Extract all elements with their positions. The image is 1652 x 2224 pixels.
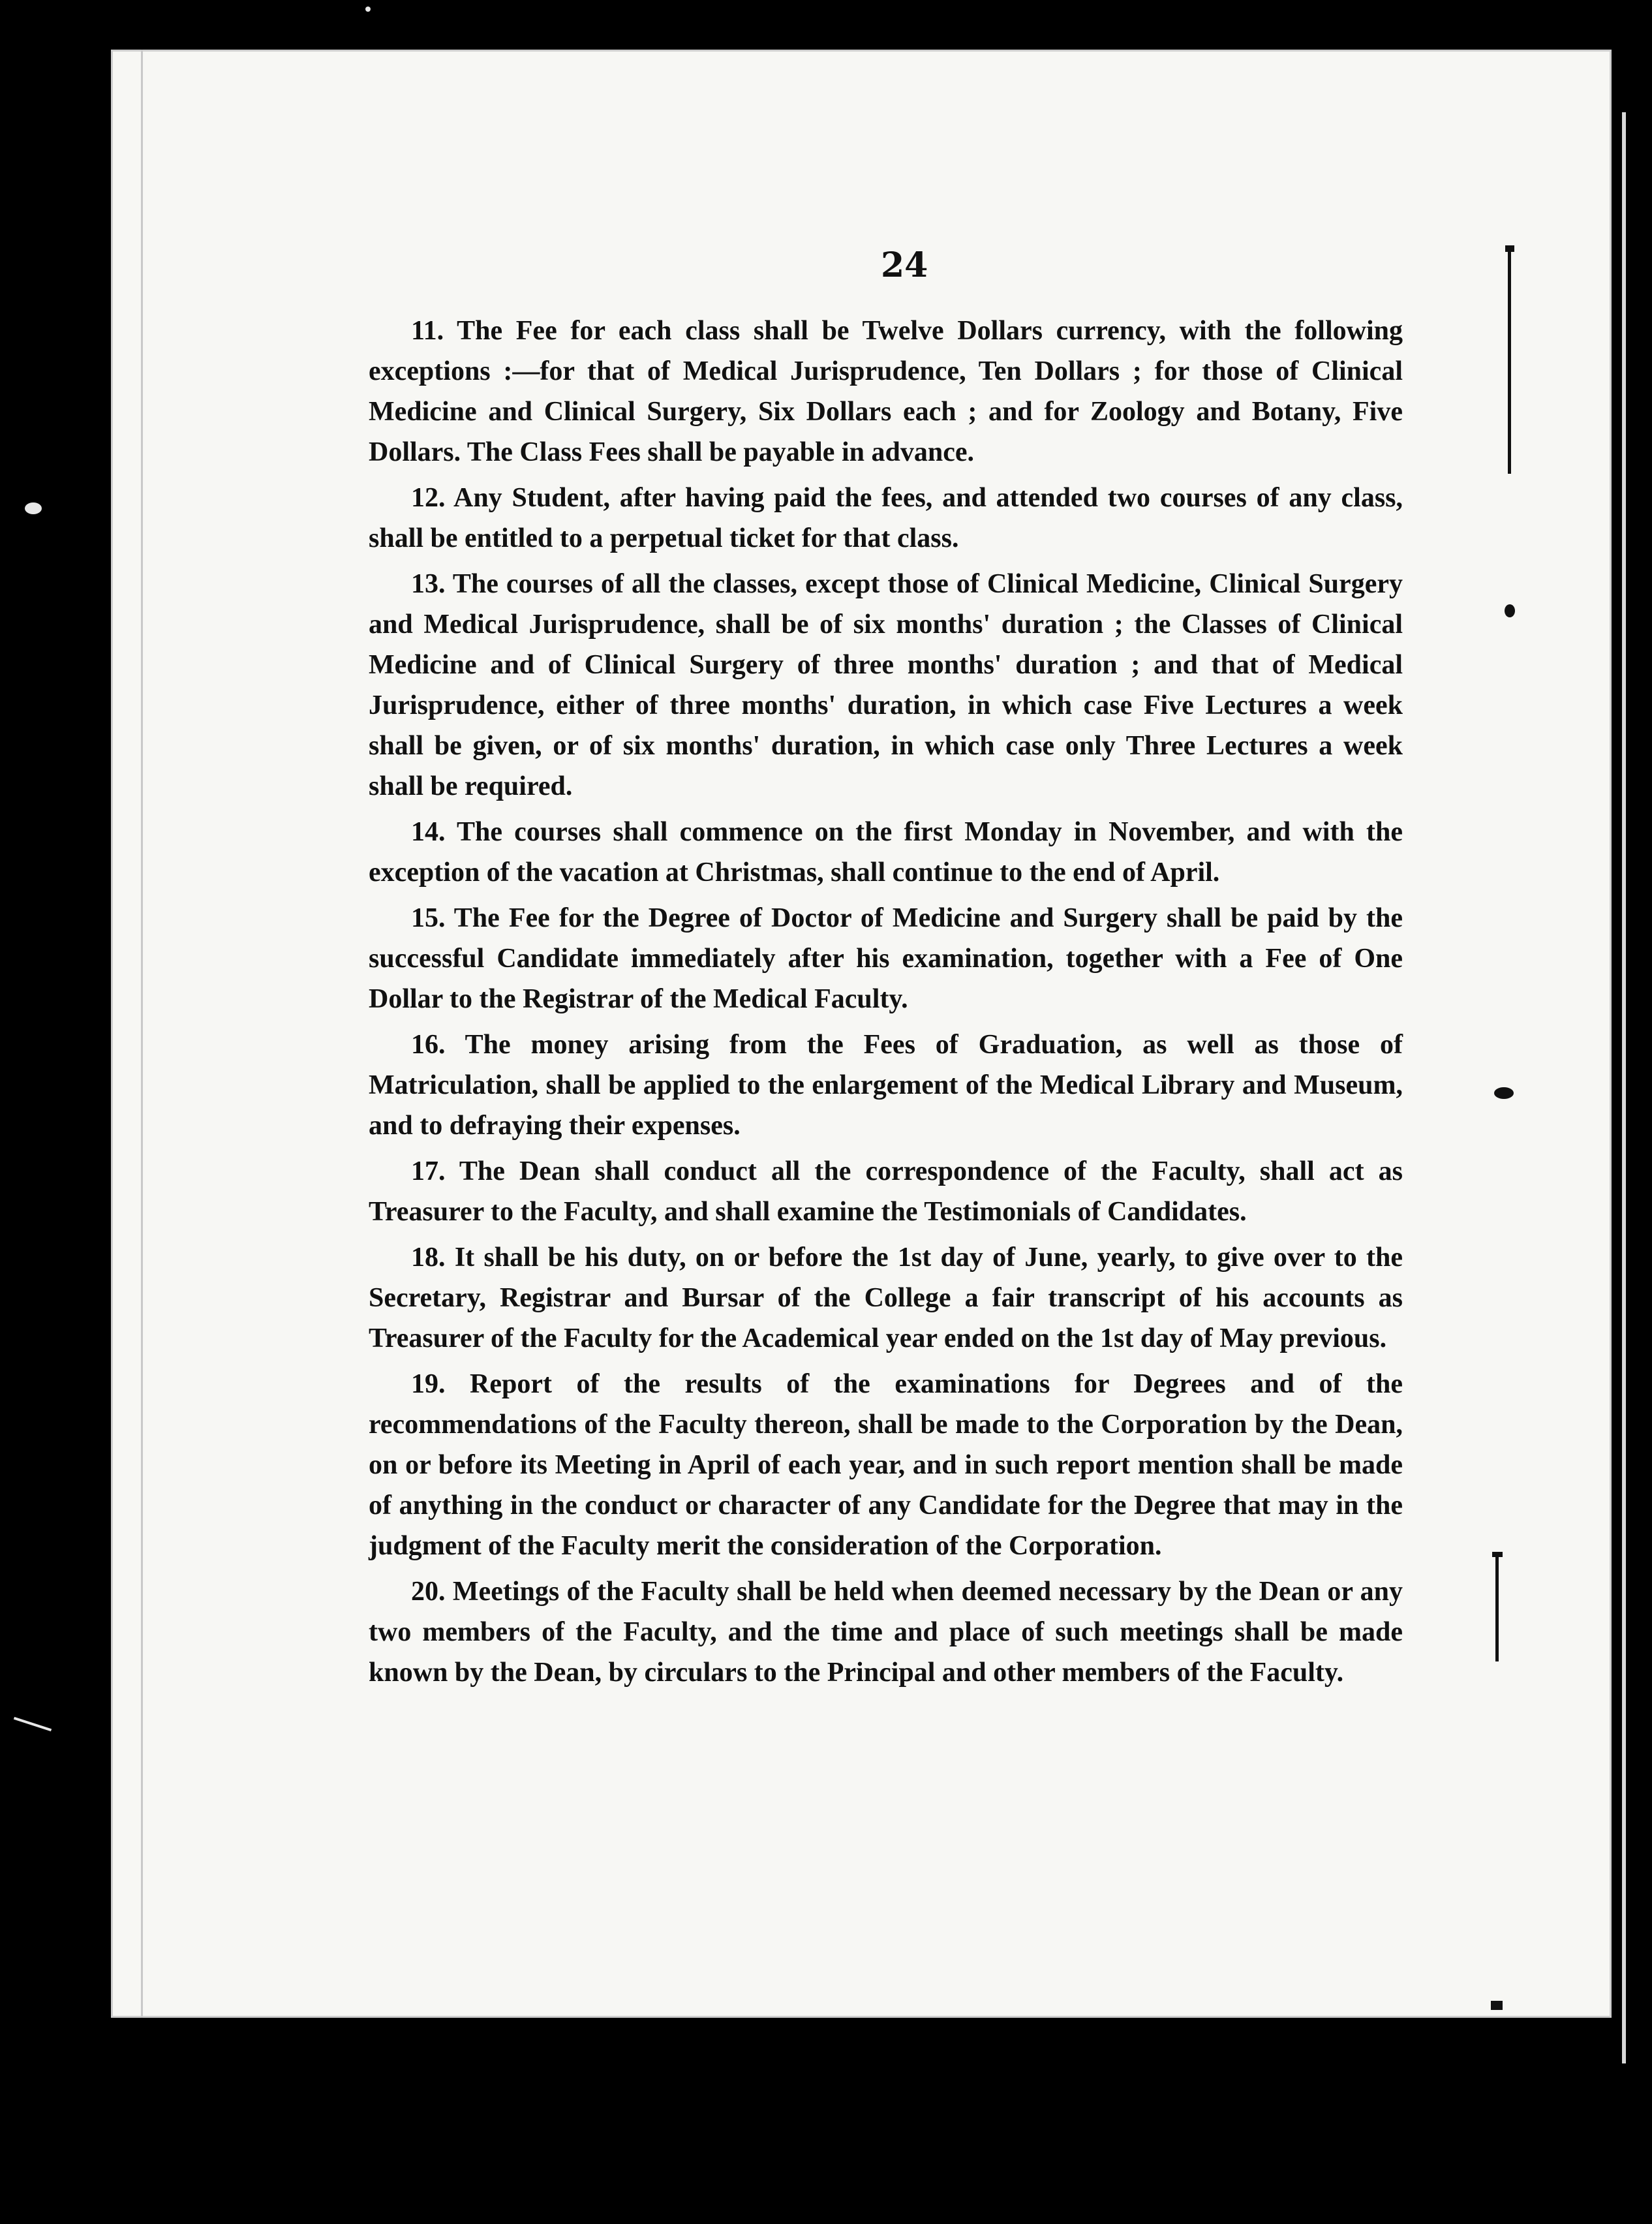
paragraph-number: 16. bbox=[411, 1030, 446, 1060]
paragraph-11 bbox=[369, 311, 1403, 472]
scan-speck bbox=[25, 502, 42, 514]
paragraph-number: 11. bbox=[411, 316, 444, 346]
paragraph-14 bbox=[369, 812, 1403, 893]
paragraph-18 bbox=[369, 1237, 1403, 1359]
paragraph-number: 18. bbox=[411, 1243, 446, 1273]
paragraph-number: 20. bbox=[411, 1577, 446, 1607]
binding-mark bbox=[1492, 1552, 1503, 1557]
binding-mark bbox=[1508, 252, 1511, 474]
paragraph-text: The Fee for the Degree of Doctor of Medicine and Surgery shall be paid by the successful Candidate immediately after his examination, together with a Fee of One Dollar to the Registrar of the Medical Faculty. bbox=[369, 903, 1403, 1014]
paragraph-19 bbox=[369, 1364, 1403, 1566]
paragraph-number: 12. bbox=[411, 483, 446, 513]
paragraph-text: The Fee for each class shall be Twelve Dollars currency, with the following exceptions :—for that of Medical Jurisprudence, Ten Dollars ; for those of Clinical Medicine and Clinical Surgery, Six Dollars each ; and for Zoology and Botany, Five Dollars. The Class Fees shall be payable in advance. bbox=[369, 316, 1403, 467]
document-body bbox=[369, 311, 1403, 1698]
paragraph-17 bbox=[369, 1151, 1403, 1232]
paragraph-number: 17. bbox=[411, 1156, 446, 1186]
paragraph-number: 19. bbox=[411, 1369, 446, 1399]
paragraph-text: Meetings of the Faculty shall be held when deemed necessary by the Dean or any two members of the Faculty, and the time and place of such meetings shall be made known by the Dean, by circulars to the Principal and other members of the Faculty. bbox=[369, 1577, 1403, 1688]
paragraph-number: 14. bbox=[411, 817, 446, 847]
page-number: 24 bbox=[881, 245, 928, 285]
scanned-page bbox=[111, 50, 1612, 2018]
scan-speck bbox=[14, 1717, 52, 1731]
paragraph-text: It shall be his duty, on or before the 1st day of June, yearly, to give over to the Secretary, Registrar and Bursar of the College a fair transcript of his accounts as Treasurer of the Faculty for the Academical year ended on the 1st day of May previous. bbox=[369, 1243, 1403, 1353]
binding-mark bbox=[1491, 2001, 1503, 2010]
paragraph-text: Any Student, after having paid the fees, and attended two courses of any class, shall be entitled to a perpetual ticket for that class. bbox=[369, 483, 1403, 553]
paragraph-text: The money arising from the Fees of Graduation, as well as those of Matriculation, shall be applied to the enlargement of the Medical Library and Museum, and to defraying their expenses. bbox=[369, 1030, 1403, 1141]
paragraph-number: 13. bbox=[411, 569, 446, 599]
paragraph-15 bbox=[369, 898, 1403, 1019]
binding-mark bbox=[1505, 604, 1515, 617]
paragraph-number: 15. bbox=[411, 903, 446, 933]
paragraph-12 bbox=[369, 478, 1403, 559]
paragraph-text: Report of the results of the examinations for Degrees and of the recommendations of the Faculty thereon, shall be made to the Corporation by the Dean, on or before its Meeting in April of each year, and in such report mention shall be made of anything in the conduct or character of any Candidate for the Degree that may in the judgment of the Faculty merit the consideration of the Corporation. bbox=[369, 1369, 1403, 1561]
paragraph-13 bbox=[369, 564, 1403, 807]
binding-mark bbox=[1494, 1087, 1514, 1099]
paragraph-20 bbox=[369, 1571, 1403, 1693]
page-gutter-edge bbox=[141, 50, 143, 2018]
scan-speck bbox=[365, 7, 371, 12]
paragraph-text: The courses shall commence on the first Monday in November, and with the exception of the vacation at Christmas, shall continue to the end of April. bbox=[369, 817, 1403, 888]
page-fold-line bbox=[1622, 112, 1626, 2063]
binding-mark bbox=[1505, 245, 1514, 252]
binding-mark bbox=[1495, 1557, 1499, 1661]
paragraph-text: The Dean shall conduct all the correspondence of the Faculty, shall act as Treasurer to the Faculty, and shall examine the Testimonials of Candidates. bbox=[369, 1156, 1403, 1227]
paragraph-16 bbox=[369, 1025, 1403, 1146]
paragraph-text: The courses of all the classes, except those of Clinical Medicine, Clinical Surgery and Medical Jurisprudence, shall be of six months' duration ; the Classes of Clinical Medicine and of Clinical Surgery of three months' duration ; and that of Medical Jurisprudence, either of three months' duration, in which case Five Lectures a week shall be given, or of six months' duration, in which case only Three Lectures a week shall be required. bbox=[369, 569, 1403, 801]
